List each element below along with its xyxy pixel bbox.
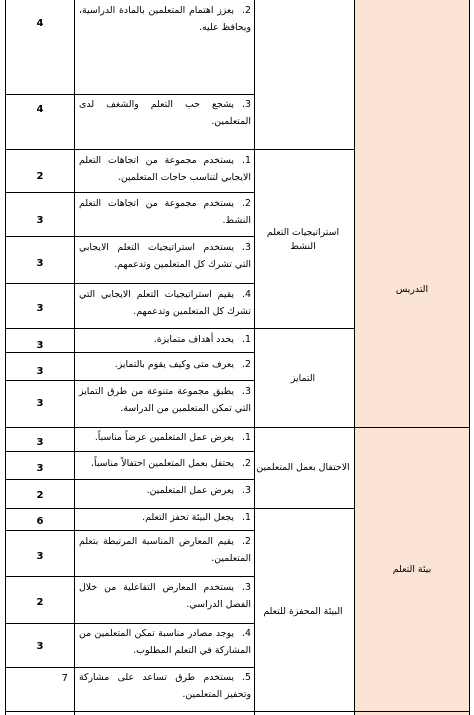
item-text: يستخدم المعارض التفاعلية من خلال الفصل الدراسي. bbox=[79, 582, 251, 610]
item-text: يشجع حب التعلم والشغف لدى المتعلمين. bbox=[79, 99, 251, 127]
item-number: 5. bbox=[242, 672, 251, 683]
criterion-item bbox=[79, 331, 251, 348]
score-cell: 4 bbox=[36, 104, 44, 115]
item-text: يستخدم مجموعة من اتجاهات التعلم النشط. bbox=[79, 198, 251, 226]
criterion-active-learning: استراتيجيات التعلم النشط bbox=[266, 227, 340, 252]
item-text: يستخدم طرق تساعد على مشاركة وتحفيز المتعلمين. bbox=[79, 672, 251, 700]
item-text: يقيم المعارض المناسبة المرتبطة بتعلم المتعلمين. bbox=[79, 536, 251, 564]
score-cell: 3 bbox=[36, 340, 44, 351]
axis-label-learning-env: بيئة التعلم bbox=[392, 564, 432, 575]
item-text: يعرض عمل المتعلمين عرضاً مناسباً. bbox=[94, 432, 235, 443]
score-cell: 3 bbox=[36, 551, 44, 562]
criterion-item bbox=[79, 625, 251, 659]
item-text: يستخدم استراتيجيات التعلم الايجابي التي تشرك كل المتعلمين وتدعمهم. bbox=[79, 242, 251, 270]
row-rule bbox=[5, 94, 255, 95]
item-text: يوجد مصادر مناسبة تمكن المتعلمين من المشاركة في التعلم المطلوب. bbox=[79, 628, 251, 656]
item-text: يجعل البيئة تحفز التعلم. bbox=[142, 512, 235, 523]
table-rule-score bbox=[74, 0, 75, 715]
score-cell: 2 bbox=[36, 171, 44, 182]
item-number: 2. bbox=[242, 536, 251, 547]
row-rule bbox=[5, 352, 255, 353]
row-rule bbox=[5, 623, 255, 624]
criterion-item bbox=[79, 429, 251, 446]
group-rule bbox=[5, 149, 355, 150]
criterion-item bbox=[79, 383, 251, 417]
score-cell: 3 bbox=[36, 215, 44, 226]
criterion-item bbox=[79, 195, 251, 229]
item-number: 2. bbox=[242, 458, 251, 469]
criterion-item bbox=[79, 239, 251, 273]
row-rule bbox=[5, 236, 255, 237]
item-number: 2. bbox=[242, 359, 251, 370]
score-cell: 3 bbox=[36, 398, 44, 409]
criterion-item bbox=[79, 286, 251, 320]
item-number: 3. bbox=[242, 99, 251, 110]
item-text: يستخدم مجموعة من اتجاهات التعلم الايجابي لتناسب حاجات المتعلمين. bbox=[79, 155, 251, 183]
row-rule bbox=[5, 667, 255, 668]
row-rule bbox=[5, 479, 255, 480]
row-rule bbox=[5, 380, 255, 381]
item-number: 4. bbox=[242, 628, 251, 639]
item-number: 3. bbox=[242, 386, 251, 397]
item-number: 1. bbox=[242, 155, 251, 166]
score-cell: 3 bbox=[36, 641, 44, 652]
group-rule bbox=[5, 328, 355, 329]
item-number: 1. bbox=[242, 334, 251, 345]
table-bottom-rule bbox=[5, 711, 470, 712]
item-text: يعرض عمل المتعلمين. bbox=[146, 485, 235, 496]
score-cell: 3 bbox=[36, 366, 44, 377]
row-rule bbox=[5, 451, 255, 452]
table-rule-criterion bbox=[354, 0, 355, 715]
score-cell: 3 bbox=[36, 258, 44, 269]
item-number: 2. bbox=[242, 198, 251, 209]
score-cell: 2 bbox=[36, 490, 44, 501]
item-number: 4. bbox=[242, 289, 251, 300]
item-text: يعزز اهتمام المتعلمين بالمادة الدراسية، ويحافظ عليه. bbox=[79, 5, 251, 33]
row-rule bbox=[5, 192, 255, 193]
criterion-celebrating-work: الاحتفال بعمل المتعلمين bbox=[256, 462, 350, 473]
item-number: 3. bbox=[242, 485, 251, 496]
item-text: يقيم استراتيجيات التعلم الايجابي التي تشرك كل المتعلمين وتدعمهم. bbox=[79, 289, 251, 317]
criterion-item bbox=[79, 455, 251, 472]
score-cell: 2 bbox=[36, 597, 44, 608]
axis-label-teaching: التدريس bbox=[395, 284, 429, 295]
score-cell: 7 bbox=[61, 673, 68, 684]
criterion-item bbox=[79, 533, 251, 567]
score-cell: 3 bbox=[36, 463, 44, 474]
item-text: يحدد أهداف متمايزة. bbox=[153, 334, 235, 345]
item-number: 2. bbox=[242, 5, 251, 16]
score-cell: 4 bbox=[36, 18, 44, 29]
score-cell: 3 bbox=[36, 437, 44, 448]
item-number: 3. bbox=[242, 582, 251, 593]
row-rule bbox=[5, 530, 255, 531]
row-rule bbox=[5, 283, 255, 284]
criterion-item bbox=[79, 579, 251, 613]
item-text: يطبق مجموعة متنوعة من طرق التمايز التي تمكن المتعلمين من الدراسة. bbox=[79, 386, 251, 414]
criterion-item bbox=[79, 152, 251, 186]
row-rule bbox=[5, 576, 255, 577]
score-cell: 6 bbox=[36, 516, 44, 527]
table-border-right bbox=[469, 0, 470, 715]
criterion-differentiation: التمايز bbox=[290, 373, 316, 384]
criterion-item bbox=[79, 509, 251, 526]
criterion-item bbox=[79, 2, 251, 36]
criterion-item bbox=[79, 96, 251, 130]
criterion-item bbox=[79, 482, 251, 499]
item-number: 3. bbox=[242, 242, 251, 253]
item-text: يحتفل بعمل المتعلمين احتفالاً مناسباً. bbox=[91, 458, 235, 469]
criterion-stimulating-env: البيئة المحفزة للتعلم bbox=[263, 606, 343, 617]
item-number: 1. bbox=[242, 432, 251, 443]
item-text: يعرف متى وكيف يقوم بالتمايز. bbox=[114, 359, 235, 370]
criterion-item bbox=[79, 356, 251, 373]
axis-cell-teaching-bg bbox=[355, 0, 469, 427]
score-cell: 3 bbox=[36, 303, 44, 314]
section-rule bbox=[5, 427, 470, 428]
criterion-item bbox=[79, 669, 251, 703]
item-number: 1. bbox=[242, 512, 251, 523]
